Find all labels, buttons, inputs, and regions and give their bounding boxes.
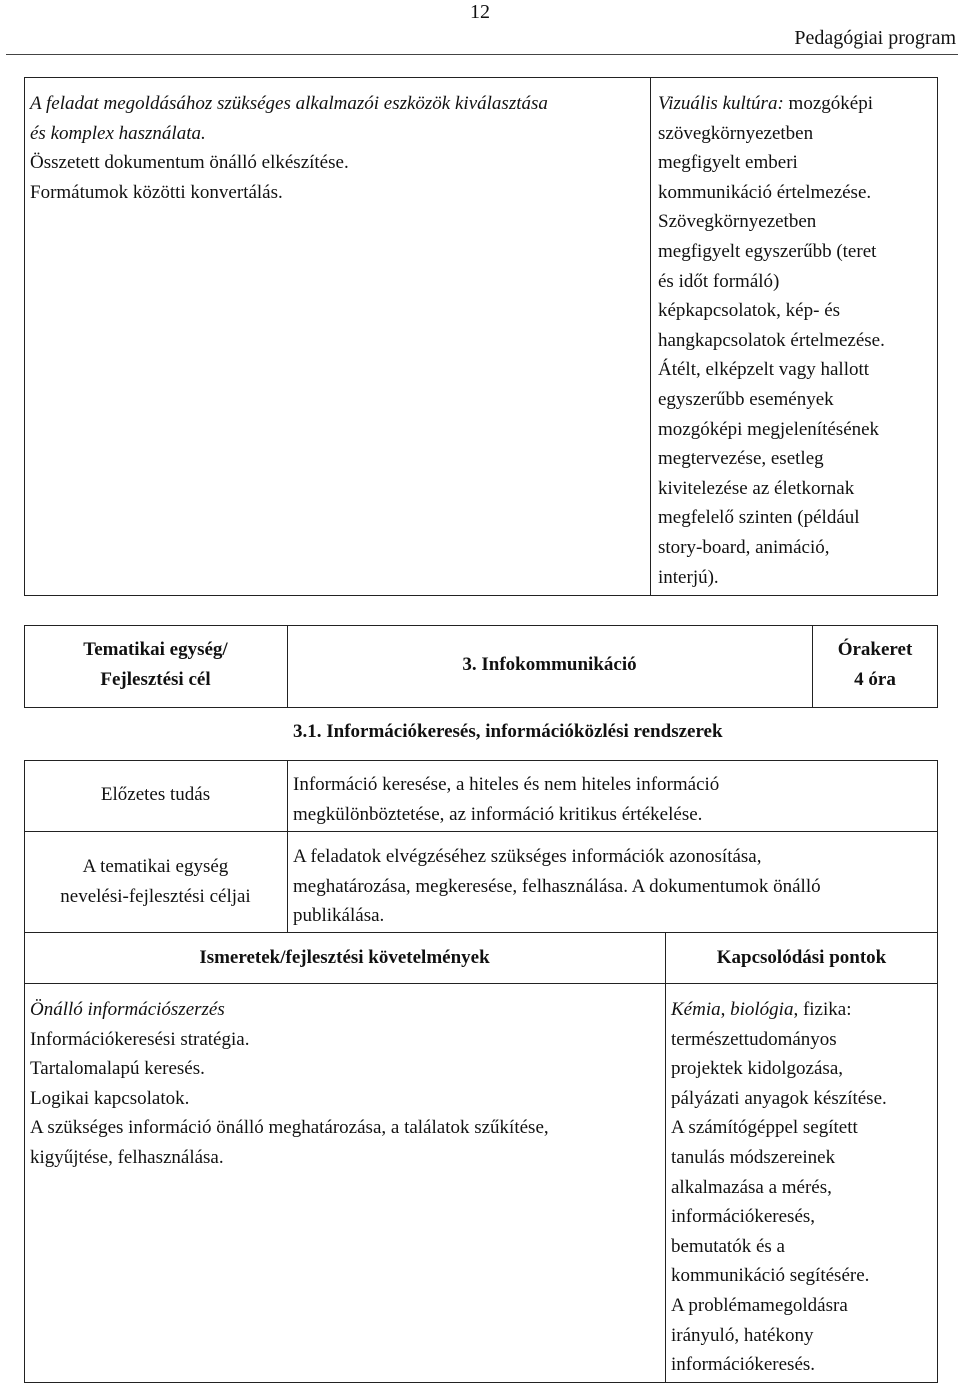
top-left-line: Összetett dokumentum önálló elkészítése. bbox=[30, 152, 349, 174]
requirements-right-line: bemutatók és a bbox=[671, 1235, 785, 1257]
top-right-line: egyszerűbb események bbox=[658, 388, 834, 410]
top-right-line: képkapcsolatok, kép- és bbox=[658, 300, 841, 322]
top-left-line: és komplex használata. bbox=[30, 122, 206, 144]
top-right-line: Vizuális kultúra: mozgóképi bbox=[658, 93, 873, 114]
requirements-right-line: információkeresés, bbox=[671, 1206, 816, 1228]
requirements-right-line: A problémamegoldásra bbox=[671, 1294, 848, 1316]
requirements-header-left: Ismeretek/fejlesztési követelmények bbox=[199, 947, 490, 968]
goals-label: A tematikai egység nevelési-fejlesztési céljai bbox=[60, 856, 251, 907]
prior-knowledge-text: Információ keresése, a hiteles és nem hiteles információ megkülönböztetése, az információ kritikus értékelése. bbox=[293, 774, 720, 825]
requirements-right-line: Kémia, biológia, fizika: bbox=[671, 999, 852, 1020]
top-right-line: interjú). bbox=[658, 566, 719, 588]
requirements-right-line: A számítógéppel segített bbox=[671, 1117, 858, 1139]
requirements-left-line: Logikai kapcsolatok. bbox=[30, 1087, 190, 1109]
top-right-line: szövegkörnyezetben bbox=[658, 122, 814, 144]
requirements-right-cell bbox=[671, 995, 936, 1380]
hours-label: Órakeret bbox=[837, 639, 913, 660]
top-right-line: story-board, animáció, bbox=[658, 536, 830, 558]
page-number: 12 bbox=[470, 1, 490, 23]
requirements-right-line: természettudományos bbox=[671, 1028, 837, 1050]
requirements-left-line: Információkeresési stratégia. bbox=[30, 1028, 250, 1050]
requirements-right-line: kommunikáció segítésére. bbox=[671, 1265, 870, 1287]
requirements-right-line: alkalmazása a mérés, bbox=[671, 1176, 832, 1198]
top-left-line: Formátumok közötti konvertálás. bbox=[30, 181, 283, 203]
top-left-line: A feladat megoldásához szükséges alkalmazói eszközök kiválasztása bbox=[30, 93, 548, 114]
goals-text: A feladatok elvégzéséhez szükséges információk azonosítása, meghatározása, megkeresése, felhasználása. A dokumentumok önálló publikálása. bbox=[293, 846, 821, 927]
info-table-divider bbox=[287, 760, 288, 933]
top-right-line: megtervezése, esetleg bbox=[658, 448, 824, 470]
requirements-header-right: Kapcsolódási pontok bbox=[716, 947, 887, 968]
top-right-line: megfigyelt egyszerűbb (teret bbox=[658, 240, 877, 262]
requirements-left-line: A szükséges információ önálló meghatározása, a találatok szűkítése, bbox=[30, 1117, 549, 1139]
requirements-left-line: kigyűjtése, felhasználása. bbox=[30, 1146, 224, 1168]
top-right-line: és időt formáló) bbox=[658, 270, 780, 292]
top-right-line: megfigyelt emberi bbox=[658, 152, 798, 174]
unit-label: Tematikai egység/ Fejlesztési cél bbox=[83, 639, 228, 690]
prior-knowledge-label: Előzetes tudás bbox=[100, 784, 211, 805]
requirements-left-cell bbox=[30, 995, 660, 1173]
hours-value: 4 óra bbox=[854, 668, 896, 690]
section-subtitle: 3.1. Információkeresés, információközlési rendszerek bbox=[293, 721, 723, 742]
top-right-line: mozgóképi megjelenítésének bbox=[658, 418, 880, 440]
requirements-divider bbox=[665, 932, 666, 1383]
requirements-right-line: tanulás módszereinek bbox=[671, 1146, 836, 1168]
unit-title: 3. Infokommunikáció bbox=[462, 654, 637, 675]
requirements-left-line: Tartalomalapú keresés. bbox=[30, 1058, 205, 1080]
requirements-header-rule bbox=[24, 983, 938, 984]
header-title: Pedagógiai program bbox=[794, 27, 956, 49]
top-right-line: kivitelezése az életkornak bbox=[658, 477, 855, 499]
requirements-right-line: pályázati anyagok készítése. bbox=[671, 1087, 887, 1109]
unit-hours bbox=[812, 635, 938, 694]
subject-link-label: Vizuális kultúra: bbox=[658, 93, 784, 114]
requirements-right-line: irányuló, hatékony bbox=[671, 1324, 814, 1346]
top-right-line: Szövegkörnyezetben bbox=[658, 211, 817, 233]
top-right-line: hangkapcsolatok értelmezése. bbox=[658, 329, 885, 351]
requirements-left-line: Önálló információszerzés bbox=[30, 999, 225, 1020]
top-right-line: Átélt, elképzelt vagy hallott bbox=[658, 359, 870, 381]
requirements-right-line: projektek kidolgozása, bbox=[671, 1058, 844, 1080]
top-right-line: megfelelő szinten (például bbox=[658, 507, 860, 529]
top-table-divider bbox=[650, 77, 651, 596]
info-table-row-rule bbox=[24, 831, 938, 832]
top-table-left-cell bbox=[30, 89, 648, 207]
requirements-right-line: információkeresés. bbox=[671, 1354, 816, 1376]
top-right-line: kommunikáció értelmezése. bbox=[658, 181, 872, 203]
top-table-right-cell bbox=[658, 89, 936, 592]
header-rule bbox=[6, 54, 958, 55]
